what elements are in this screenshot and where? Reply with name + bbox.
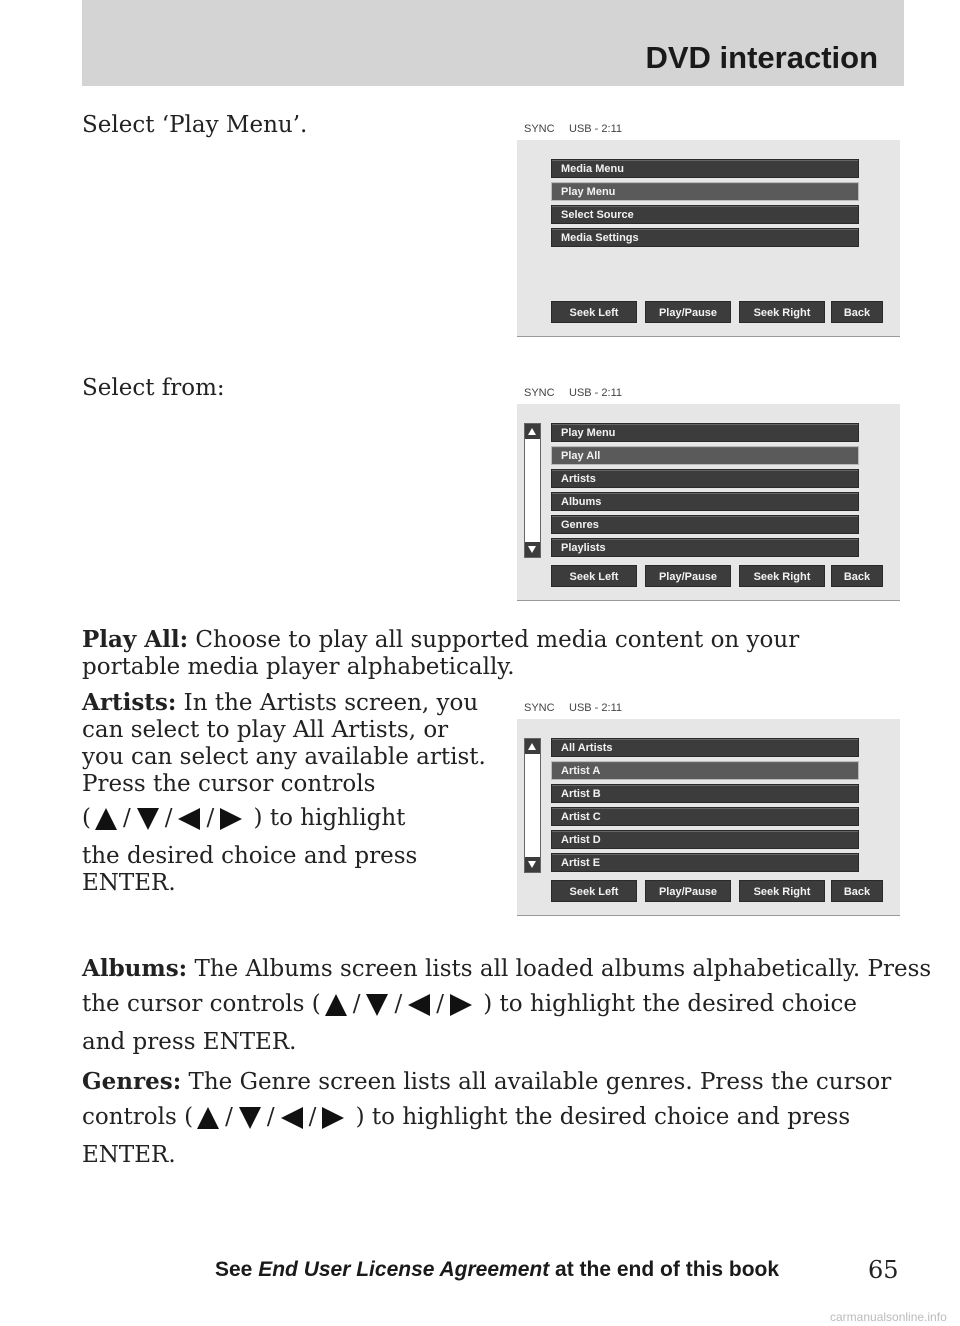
page-header	[82, 0, 904, 86]
scroll-down-icon[interactable]	[525, 857, 540, 872]
sync-screen-media-menu	[517, 140, 900, 337]
back-button[interactable]: Back	[831, 880, 883, 902]
scroll-up-icon[interactable]	[525, 739, 540, 754]
scroll-down-icon[interactable]	[525, 542, 540, 557]
albums-description: Albums: The Albums screen lists all loaded albums alphabetically. Press	[82, 955, 932, 982]
albums-text-end: and press ENTER.	[82, 1029, 297, 1055]
instruction-select-from: Select from:	[82, 375, 225, 401]
sync-screen-artists	[517, 719, 900, 916]
menu-item-select-source[interactable]: Select Source	[551, 205, 859, 224]
back-button[interactable]: Back	[831, 301, 883, 323]
page-number: 65	[868, 1256, 899, 1284]
play-pause-button[interactable]: Play/Pause	[645, 301, 731, 323]
section-title: DVD interaction	[645, 40, 878, 75]
artists-description	[82, 689, 487, 798]
scroll-up-icon[interactable]	[525, 424, 540, 439]
artists-term: Artists:	[82, 689, 177, 716]
scrollbar[interactable]	[524, 738, 541, 873]
status-sync: SYNC	[524, 123, 555, 135]
right-arrow-icon	[322, 1107, 344, 1129]
status-source: USB - 2:11	[569, 123, 622, 135]
menu-item-genres[interactable]: Genres	[551, 515, 859, 534]
menu-title: Play Menu	[551, 423, 859, 442]
artists-cursor-line: ( / / / ) to highlight	[82, 805, 406, 831]
instruction-select-play-menu: Select ‘Play Menu’.	[82, 112, 308, 138]
menu-item-artist-d[interactable]: Artist D	[551, 830, 859, 849]
genres-description: Genres: The Genre screen lists all available genres. Press the cursor	[82, 1068, 892, 1095]
left-arrow-icon	[281, 1107, 303, 1129]
play-pause-button[interactable]: Play/Pause	[645, 565, 731, 587]
artists-text: In the Artists screen, you can select to play All Artists, or you can select any available artist. Press the cursor controls	[82, 690, 486, 797]
scrollbar[interactable]	[524, 423, 541, 558]
seek-right-button[interactable]: Seek Right	[739, 565, 825, 587]
seek-left-button[interactable]: Seek Left	[551, 880, 637, 902]
genres-text-end: ENTER.	[82, 1142, 176, 1168]
right-arrow-icon	[220, 808, 242, 830]
down-arrow-icon	[137, 808, 159, 830]
menu-item-play-menu[interactable]: Play Menu	[551, 182, 859, 201]
menu-item-artist-a[interactable]: Artist A	[551, 761, 859, 780]
up-arrow-icon	[325, 994, 347, 1016]
albums-cursor-line: the cursor controls ( / / / ) to highlight the desired choice	[82, 991, 857, 1017]
menu-title: All Artists	[551, 738, 859, 757]
left-arrow-icon	[178, 808, 200, 830]
play-all-term: Play All:	[82, 626, 189, 653]
seek-right-button[interactable]: Seek Right	[739, 301, 825, 323]
down-arrow-icon	[366, 994, 388, 1016]
footer-eula-note: See End User License Agreement at the end of this book	[215, 1258, 780, 1281]
down-arrow-icon	[239, 1107, 261, 1129]
genres-cursor-line: controls ( / / / ) to highlight the desired choice and press	[82, 1104, 851, 1130]
menu-item-artists[interactable]: Artists	[551, 469, 859, 488]
artists-text-end: the desired choice and press ENTER.	[82, 843, 418, 896]
menu-item-media-settings[interactable]: Media Settings	[551, 228, 859, 247]
back-button[interactable]: Back	[831, 565, 883, 587]
eula-title: End User License Agreement	[258, 1258, 550, 1281]
play-all-description	[82, 626, 892, 681]
status-sync: SYNC	[524, 387, 555, 399]
up-arrow-icon	[95, 808, 117, 830]
genres-term: Genres:	[82, 1068, 182, 1095]
sync-screen-play-menu	[517, 404, 900, 601]
status-source: USB - 2:11	[569, 702, 622, 714]
seek-left-button[interactable]: Seek Left	[551, 301, 637, 323]
play-pause-button[interactable]: Play/Pause	[645, 880, 731, 902]
right-arrow-icon	[450, 994, 472, 1016]
menu-item-artist-b[interactable]: Artist B	[551, 784, 859, 803]
menu-item-play-all[interactable]: Play All	[551, 446, 859, 465]
up-arrow-icon	[197, 1107, 219, 1129]
menu-item-artist-c[interactable]: Artist C	[551, 807, 859, 826]
menu-item-playlists[interactable]: Playlists	[551, 538, 859, 557]
seek-left-button[interactable]: Seek Left	[551, 565, 637, 587]
status-sync: SYNC	[524, 702, 555, 714]
play-all-text: Choose to play all supported media content on your portable media player alphabetically.	[82, 627, 800, 680]
seek-right-button[interactable]: Seek Right	[739, 880, 825, 902]
menu-title: Media Menu	[551, 159, 859, 178]
left-arrow-icon	[408, 994, 430, 1016]
status-source: USB - 2:11	[569, 387, 622, 399]
watermark: carmanualsonline.info	[830, 1310, 947, 1324]
menu-item-artist-e[interactable]: Artist E	[551, 853, 859, 872]
menu-item-albums[interactable]: Albums	[551, 492, 859, 511]
albums-term: Albums:	[82, 955, 188, 982]
